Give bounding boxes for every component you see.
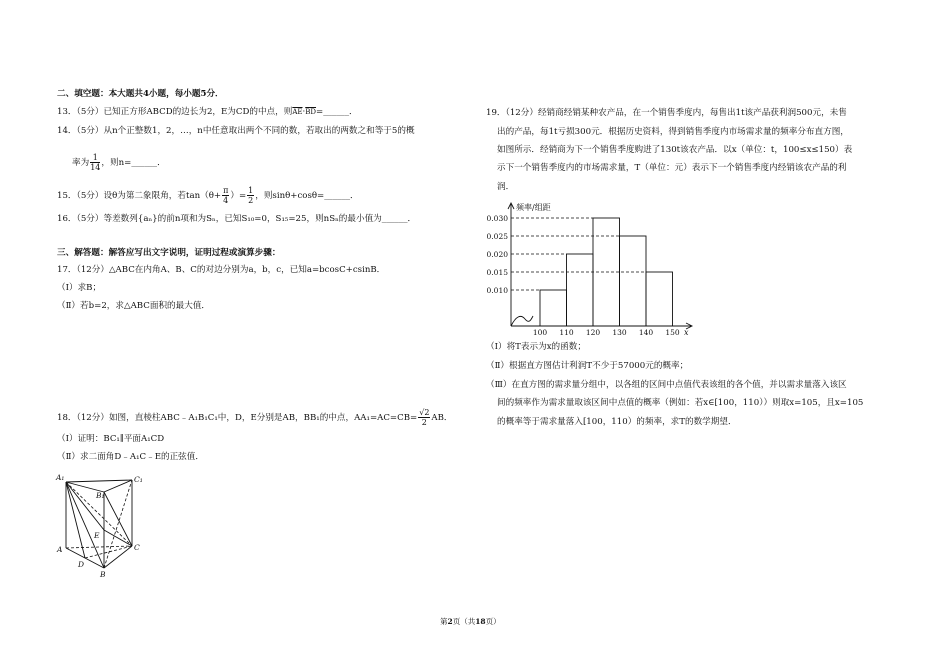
section3-heading: 三、解答题：解答应写出文字说明，证明过程或演算步骤： bbox=[57, 248, 281, 258]
dot-operator: · bbox=[302, 107, 306, 117]
fraction-denominator: 2 bbox=[248, 196, 254, 205]
edge-b1-c1 bbox=[104, 480, 132, 492]
fraction-1-2 bbox=[247, 186, 254, 205]
question-15-mid: ）= bbox=[230, 191, 247, 201]
y-axis-label: 频率/组距 bbox=[516, 203, 551, 212]
y-tick-label: 0.025 bbox=[486, 232, 508, 241]
question-19-part2: （Ⅱ）根据直方图估计利润T不少于57000元的概率； bbox=[486, 361, 689, 371]
question-18 bbox=[57, 408, 453, 427]
question-19-part3-line3: 的概率等于需求量落入[100，110）的频率，求T的数学期望． bbox=[497, 417, 737, 427]
question-19-part3-line2: 间的频率作为需求量取该区间中点值的概率（例如：若x∈[100，110））则取x=105，且x=105 bbox=[497, 398, 864, 408]
question-18-part1: （Ⅰ）证明：BC₁∥平面A₁CD bbox=[57, 434, 165, 444]
histogram-bar bbox=[540, 290, 567, 326]
y-tick-label: 0.020 bbox=[486, 250, 508, 259]
question-15-pre: 15．（5分）设θ为第二象限角，若tan（θ+ bbox=[57, 191, 222, 201]
fraction-denominator: 2 bbox=[421, 418, 427, 427]
fraction-denominator: 4 bbox=[223, 196, 229, 205]
vector-bd: $\overline{BD}$ bbox=[305, 108, 317, 116]
question-17: 17．（12分）△ABC在内角A、B、C的对边分别为a，b，c，已知a=bcosC+csinB． bbox=[57, 265, 386, 275]
x-tick-label: 110 bbox=[559, 328, 574, 337]
footer-pre: 第 bbox=[440, 617, 448, 626]
y-tick-label: 0.015 bbox=[486, 268, 508, 277]
edge-b-c bbox=[104, 546, 132, 568]
fraction-sqrt2-2 bbox=[418, 408, 430, 427]
question-19-line2: 出的产品，每1t亏损300元．根据历史资料，得到销售季度内市场需求量的频率分布直方图， bbox=[497, 127, 849, 137]
question-16: 16．（5分）等差数列{aₙ}的前n项和为Sₙ，已知S₁₀=0，S₁₅=25，则nSₙ的最小值为______． bbox=[57, 214, 417, 224]
question-15 bbox=[57, 186, 359, 205]
question-13-end: =______． bbox=[316, 107, 358, 117]
question-19-part1: （Ⅰ）将T表示为x的函数； bbox=[486, 342, 586, 352]
question-14-line1: 14．（5分）从n个正整数1，2，…，n中任意取出两个不同的数，若取出的两数之和等于5的概 bbox=[57, 126, 415, 136]
prism-figure bbox=[52, 470, 152, 580]
y-tick-label: 0.030 bbox=[486, 214, 508, 223]
histogram-bar bbox=[620, 236, 647, 326]
histogram-bar bbox=[646, 272, 673, 326]
x-tick-label: 120 bbox=[585, 328, 601, 337]
label-a: A bbox=[57, 545, 63, 554]
question-19-line1: 19．（12分）经销商经销某种农产品，在一个销售季度内，每售出1t该产品获利润500元，未售 bbox=[486, 108, 847, 118]
question-13-text: 13．（5分）已知正方形ABCD的边长为2，E为CD的中点，则 bbox=[57, 107, 293, 117]
section2-heading: 二、填空题：本大题共4小题，每小题5分． bbox=[57, 89, 224, 99]
question-15-post: ，则sinθ+cosθ=______． bbox=[255, 191, 359, 201]
x-tick-label: 140 bbox=[638, 328, 654, 337]
question-17-part1: （Ⅰ）求B； bbox=[57, 283, 102, 293]
edge-a1-c1 bbox=[66, 480, 132, 482]
vector-ae: $\overline{AE}$ bbox=[292, 108, 303, 116]
footer-page-number: 2 bbox=[447, 617, 453, 626]
question-14-line2 bbox=[72, 153, 166, 172]
footer-total-pages: 18 bbox=[475, 617, 486, 626]
axis-break bbox=[511, 316, 533, 326]
fraction-1-14 bbox=[90, 153, 100, 172]
question-18-post: AB． bbox=[431, 413, 453, 423]
label-e: E bbox=[94, 531, 100, 540]
fraction-numerator: 1 bbox=[248, 186, 254, 195]
label-a1: A₁ bbox=[56, 473, 65, 482]
fraction-pi-4 bbox=[222, 186, 229, 205]
fraction-numerator: π bbox=[223, 186, 229, 195]
question-18-pre: 18．（12分）如图，直棱柱ABC﹣A₁B₁C₁中，D，E分别是AB，BB₁的中点，AA₁=AC=CB= bbox=[57, 413, 418, 423]
hidden-line-bc1 bbox=[104, 480, 132, 568]
question-13 bbox=[57, 107, 358, 118]
label-b1: B₁ bbox=[96, 491, 105, 500]
label-c1: C₁ bbox=[134, 475, 143, 484]
histogram-chart bbox=[478, 198, 708, 340]
page-footer bbox=[440, 616, 501, 627]
fraction-numerator: 1 bbox=[90, 153, 100, 163]
question-19-line3: 如图所示．经销商为下一个销售季度购进了130t该农产品．以x（单位：t，100≤x≤150）表 bbox=[497, 145, 853, 155]
label-b: B bbox=[100, 570, 106, 579]
x-tick-label: 150 bbox=[665, 328, 680, 337]
label-c: C bbox=[134, 543, 140, 552]
question-19-part3-line1: （Ⅲ）在直方图的需求量分组中，以各组的区间中点值代表该组的各个值，并以需求量落入该区 bbox=[486, 380, 847, 390]
question-14-pre: 率为 bbox=[72, 158, 90, 168]
question-18-part2: （Ⅱ）求二面角D﹣A₁C﹣E的正弦值． bbox=[57, 452, 204, 462]
label-d: D bbox=[78, 560, 85, 569]
fraction-denominator: 14 bbox=[90, 163, 101, 172]
footer-mid: 页（共 bbox=[452, 617, 476, 626]
question-19-line4: 示下一个销售季度内的市场需求量，T（单位：元）表示下一个销售季度内经销该农产品的利 bbox=[497, 163, 847, 173]
question-17-part2: （Ⅱ）若b=2，求△ABC面积的最大值． bbox=[57, 301, 211, 311]
hidden-edge-a-c bbox=[66, 546, 132, 548]
histogram-bar bbox=[567, 254, 594, 326]
y-tick-label: 0.010 bbox=[486, 286, 508, 295]
x-tick-label: 100 bbox=[532, 328, 548, 337]
x-axis-label: x bbox=[684, 328, 689, 337]
fraction-numerator: √2 bbox=[419, 408, 430, 417]
question-14-post: ，则n=______． bbox=[101, 158, 166, 168]
footer-post: 页） bbox=[485, 617, 501, 626]
question-19-line5: 润． bbox=[497, 182, 515, 192]
x-tick-label: 130 bbox=[612, 328, 627, 337]
